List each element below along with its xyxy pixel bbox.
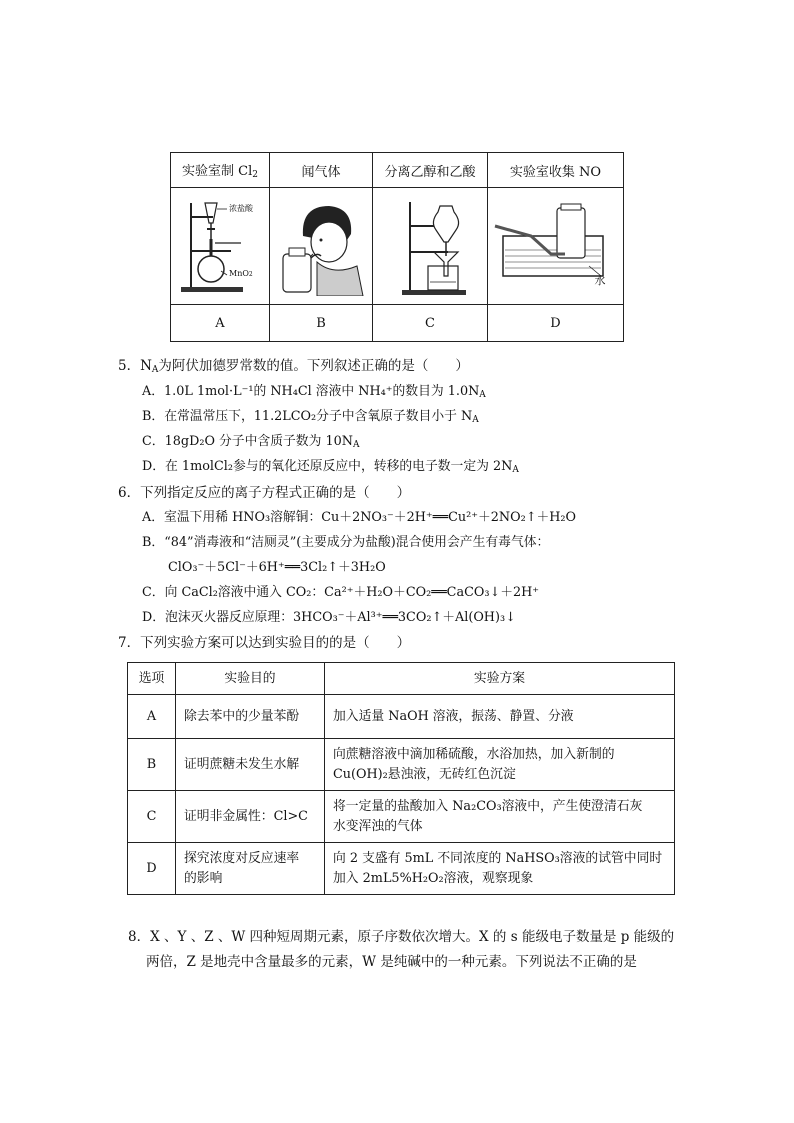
person-smelling-icon <box>273 196 369 296</box>
label-b: B <box>270 305 373 342</box>
question-5-stem: 5．$N_A$为阿伏加德罗常数的值。下列叙述正确的是（ ） <box>118 358 469 375</box>
question-7-stem: 7．下列实验方案可以达到实验目的的是（ ） <box>118 635 411 651</box>
question-6-option-a: A．室温下用稀 HNO₃溶解铜：Cu＋2NO₃⁻＋2H⁺══Cu²⁺＋2NO₂↑＋H₂O <box>142 510 577 525</box>
question-6-option-b: B．“84”消毒液和“洁厕灵”(主要成分为盐酸)混合使用会产生有毒气体： <box>142 535 550 550</box>
col-header-option: 选项 <box>128 663 176 695</box>
question-6-stem: 6．下列指定反应的离子方程式正确的是（ ） <box>118 485 411 501</box>
label-c: C <box>373 305 488 342</box>
header-cell-c: 分离乙醇和乙酸 <box>373 153 488 188</box>
question-5-option-a: A．1.0L 1mol·L⁻¹的 NH₄Cl 溶液中 NH₄⁺的数目为 $1.0N_A$ <box>142 384 486 400</box>
question-5-option-d: D．在 1molCl₂参与的氧化还原反应中，转移的电子数一定为 $2N_A$ <box>142 459 519 475</box>
header-cell-a: 实验室制 $Cl_2$ <box>171 153 270 188</box>
experiment-table <box>127 662 675 895</box>
figure-b-smell-gas <box>270 188 373 305</box>
separating-funnel-icon <box>380 196 480 296</box>
header-cell-d: 实验室收集 NO <box>488 153 624 188</box>
question-8-stem: 8．X 、Y 、Z 、W 四种短周期元素，原子序数依次增大。X 的 s 能级电子数量是 p 能级的 两倍，Z 是地壳中含量最多的元素，W 是纯碱中的一种元素。下列说法不正确的是 <box>128 929 675 970</box>
question-6-option-d: D．泡沫灭火器反应原理：3HCO₃⁻＋Al³⁺══3CO₂↑＋Al(OH)₃↓ <box>142 610 516 625</box>
header-cell-b: 闻气体 <box>270 153 373 188</box>
question-6-option-b-equation: ClO₃⁻＋5Cl⁻＋6H⁺══3Cl₂↑＋3H₂O <box>168 560 386 575</box>
question-5-option-b: B．在常温常压下，11.2LCO₂分子中含氧原子数目小于 $N_A$ <box>142 409 479 425</box>
flask-apparatus-icon <box>171 191 269 301</box>
label-a: A <box>171 305 270 342</box>
apparatus-table <box>170 152 624 342</box>
label-d: D <box>488 305 624 342</box>
question-5-option-c: C．18gD₂O 分子中含质子数为 $10N_A$ <box>142 434 360 450</box>
figure-c-separating-funnel <box>373 188 488 305</box>
table-row: C 证明非金属性：Cl>C 将一定量的盐酸加入 Na₂CO₃溶液中，产生使澄清石灰 水变浑浊的气体 <box>128 791 675 843</box>
table-row: B 证明蔗糖未发生水解 向蔗糖溶液中滴加稀硫酸，水浴加热，加入新制的 Cu(OH)₂悬浊液，无砖红色沉淀 <box>128 739 675 791</box>
col-header-goal: 实验目的 <box>176 663 325 695</box>
question-6-option-c: C．向 CaCl₂溶液中通入 CO₂：Ca²⁺＋H₂O＋CO₂══CaCO₃↓＋2H⁺ <box>142 585 540 600</box>
figure-d-collect-no: 水 <box>488 188 624 305</box>
table-row: D 探究浓度对反应速率 的影响 向 2 支盛有 5mL 不同浓度的 NaHSO₃溶液的试管中同时 加入 2mL5%H₂O₂溶液，观察现象 <box>128 843 675 895</box>
table-row: A 除去苯中的少量苯酚 加入适量 NaOH 溶液，振荡、静置、分液 <box>128 695 675 739</box>
col-header-plan: 实验方案 <box>325 663 675 695</box>
figure-a-cl2-apparatus: 浓盐酸 MnO2 <box>171 188 270 305</box>
